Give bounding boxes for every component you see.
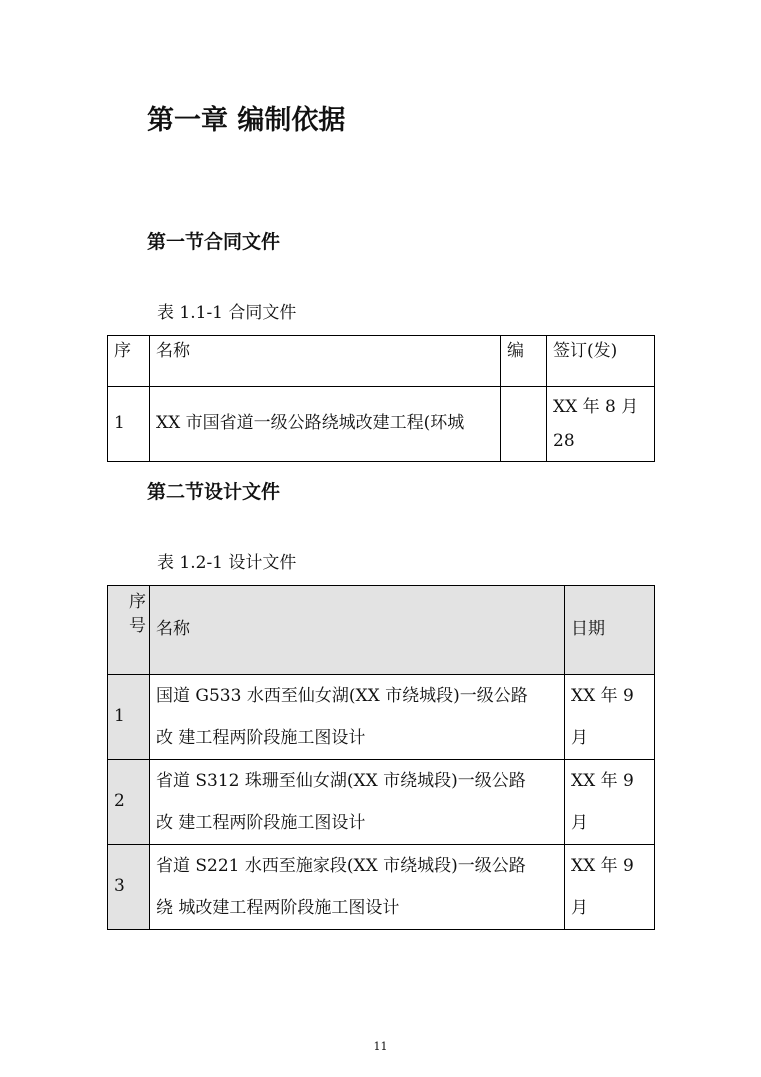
cell-date-line2: 月 [571, 813, 588, 833]
cell-name-line1: 省道 S312 珠珊至仙女湖(XX 市绕城段)一级公路 [156, 771, 526, 791]
cell-name [150, 845, 565, 930]
table-caption-design: 表 1.2-1 设计文件 [157, 553, 297, 573]
cell-code [501, 387, 547, 462]
header-seq: 序 [108, 336, 150, 387]
header-date: 日期 [565, 586, 655, 675]
page-number: 11 [373, 1040, 388, 1053]
table-header-row [108, 586, 655, 675]
table-row [108, 845, 655, 930]
cell-date-line2: 月 [571, 728, 588, 748]
header-code: 编 [501, 336, 547, 387]
section-title-contract: 第一节合同文件 [147, 231, 281, 253]
cell-sign-date-line1: XX 年 8 月 [553, 397, 639, 417]
chapter-title: 第一章 编制依据 [147, 105, 346, 136]
cell-name [150, 760, 565, 845]
cell-name-line2: 绕 城改建工程两阶段施工图设计 [156, 898, 400, 918]
table-row [108, 675, 655, 760]
table-caption-contract: 表 1.1-1 合同文件 [157, 303, 297, 323]
cell-date [565, 845, 655, 930]
design-table [107, 585, 655, 930]
cell-date-line1: XX 年 9 [571, 856, 634, 876]
table-row [108, 387, 655, 462]
table-row [108, 760, 655, 845]
cell-name [150, 675, 565, 760]
cell-seq: 3 [108, 845, 150, 930]
cell-name-line2: 改 建工程两阶段施工图设计 [156, 813, 366, 833]
section-title-design: 第二节设计文件 [147, 481, 281, 503]
cell-seq: 1 [108, 675, 150, 760]
cell-date-line1: XX 年 9 [571, 771, 634, 791]
cell-date-line2: 月 [571, 898, 588, 918]
table-header-row [108, 336, 655, 387]
cell-name: XX 市国省道一级公路绕城改建工程(环城 [150, 387, 501, 462]
cell-date [565, 760, 655, 845]
cell-date-line1: XX 年 9 [571, 686, 634, 706]
cell-sign-date-line2: 28 [553, 431, 575, 451]
cell-name-line1: 省道 S221 水西至施家段(XX 市绕城段)一级公路 [156, 856, 526, 876]
header-seq-line2: 号 [129, 616, 146, 636]
header-name: 名称 [150, 336, 501, 387]
cell-name-line1: 国道 G533 水西至仙女湖(XX 市绕城段)一级公路 [156, 686, 528, 706]
header-name: 名称 [150, 586, 565, 675]
header-sign-date: 签订(发) [547, 336, 655, 387]
header-seq-line1: 序 [129, 592, 146, 612]
header-seq [108, 586, 150, 675]
contract-table [107, 335, 655, 462]
cell-date [565, 675, 655, 760]
cell-sign-date [547, 387, 655, 462]
cell-seq: 1 [108, 387, 150, 462]
cell-seq: 2 [108, 760, 150, 845]
cell-name-line2: 改 建工程两阶段施工图设计 [156, 728, 366, 748]
